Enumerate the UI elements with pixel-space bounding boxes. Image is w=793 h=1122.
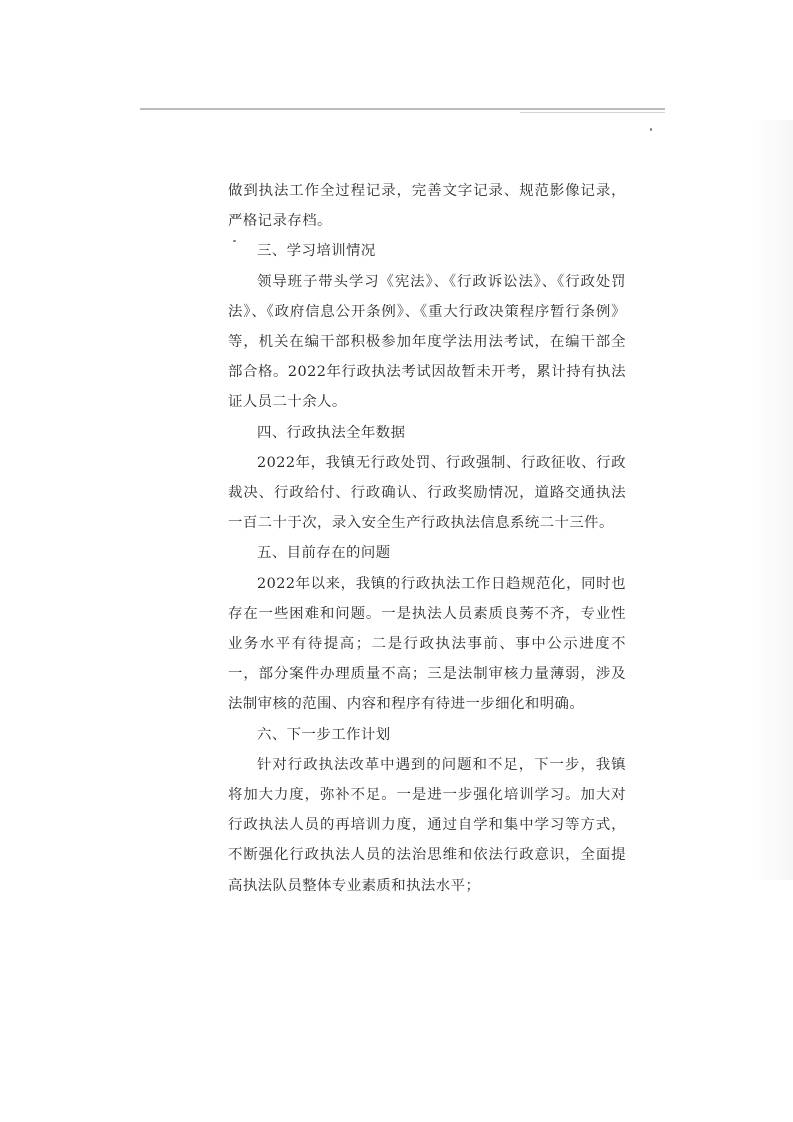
paragraph-annual-data: 2022年，我镇无行政处罚、行政强制、行政征收、行政裁决、行政给付、行政确认、行政奖励情况，道路交通执法一百二十于次，录入安全生产行政执法信息系统二十三件。 bbox=[228, 454, 626, 532]
paragraph-current-problems: 2022年以来，我镇的行政执法工作日趋规范化，同时也存在一些困难和问题。一是执法人员素质良莠不齐，专业性业务水平有待提高；二是行政执法事前、事中公示进度不一，部分案件办理质量不高；三是法制审核力量薄弱，涉及法制审核的范围、内容和程序有待进一步细化和明确。 bbox=[228, 575, 626, 713]
heading-next-plan: 六、下一步工作计划 bbox=[257, 726, 391, 743]
document-body bbox=[228, 176, 626, 901]
heading-current-problems: 五、目前存在的问题 bbox=[257, 545, 391, 562]
scan-edge-line-secondary bbox=[520, 112, 665, 113]
paragraph-record-archiving: 做到执法工作全过程记录，完善文字记录、规范影像记录，严格记录存档。 bbox=[228, 183, 626, 230]
scan-edge-line bbox=[140, 108, 665, 110]
scan-speck bbox=[650, 128, 652, 131]
scan-shadow bbox=[748, 120, 793, 880]
heading-annual-data: 四、行政执法全年数据 bbox=[257, 424, 406, 441]
paragraph-study-training: 领导班子带头学习《宪法》、《行政诉讼法》、《行政处罚法》、《政府信息公开条例》、《重大行政决策程序暂行条例》等，机关在编干部积极参加年度学法用法考试，在编干部全部合格。2022年行政执法考试因故暂未开考，累计持有执法证人员二十余人。 bbox=[228, 273, 626, 411]
heading-study-training: 三、学习培训情况 bbox=[257, 243, 376, 260]
paragraph-next-plan: 针对行政执法改革中遇到的问题和不足，下一步，我镇将加大力度，弥补不足。一是进一步强化培训学习。加大对行政执法人员的再培训力度，通过自学和集中学习等方式，不断强化行政执法人员的法治思维和依法行政意识，全面提高执法队员整体专业素质和执法水平； bbox=[228, 756, 626, 894]
